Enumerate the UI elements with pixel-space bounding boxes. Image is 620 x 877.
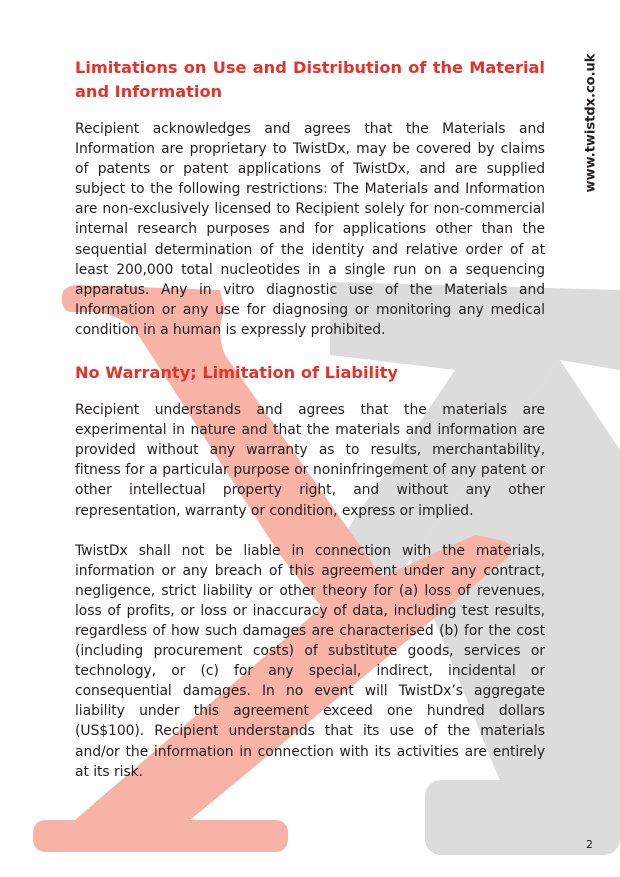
document-body [75, 56, 545, 782]
paragraph-no-warranty: Recipient understands and agrees that the materials are experimental in nature and that the materials and information are provided without any warranty as to results, merchantability, fitness for a particular purpose or noninfringement of any patent or other intellectual property right, and without any other representation, warranty or condition, express or implied. [75, 402, 545, 519]
section-heading-no-warranty: No Warranty; Limitation of Liability [75, 363, 398, 383]
section-heading-limitations: Limitations on Use and Distribution of the Material and Information [75, 58, 545, 101]
paragraph-liability: TwistDx shall not be liable in connection with the materials, information or any breach of this agreement under any contract, negligence, strict liability or other theory for (a) loss of revenues, loss of profits, or loss or inaccuracy of data, including test results, regardless of how such damages are characterised (b) for the cost (including procurement costs) of substitute goods, services or technology, or (c) for any special, indirect, incidental or consequential damages. In no event will TwistDx’s aggregate liability under this agreement exceed one hundred dollars (US$100). Recipient understands that its use of the materials and/or the information in connection with its activities are entirely at its risk. [75, 542, 545, 780]
website-url: www.twistdx.co.uk [583, 53, 599, 193]
page-number: 2 [586, 838, 593, 851]
paragraph-limitations: Recipient acknowledges and agrees that the Materials and Information are proprietary to TwistDx, may be covered by claims of patents or patent applications of TwistDx, and are supplied subject to the following restrictions: The Materials and Information are non-exclusively licensed to Recipient solely for non-commercial internal research purposes and for applications other than the sequential determination of the identity and relative order of at least 200,000 total nucleotides in a single run on a sequencing apparatus. Any in vitro diagnostic use of the Materials and Information or any use for diagnosing or monitoring any medical condition in a human is expressly prohibited. [75, 121, 545, 338]
